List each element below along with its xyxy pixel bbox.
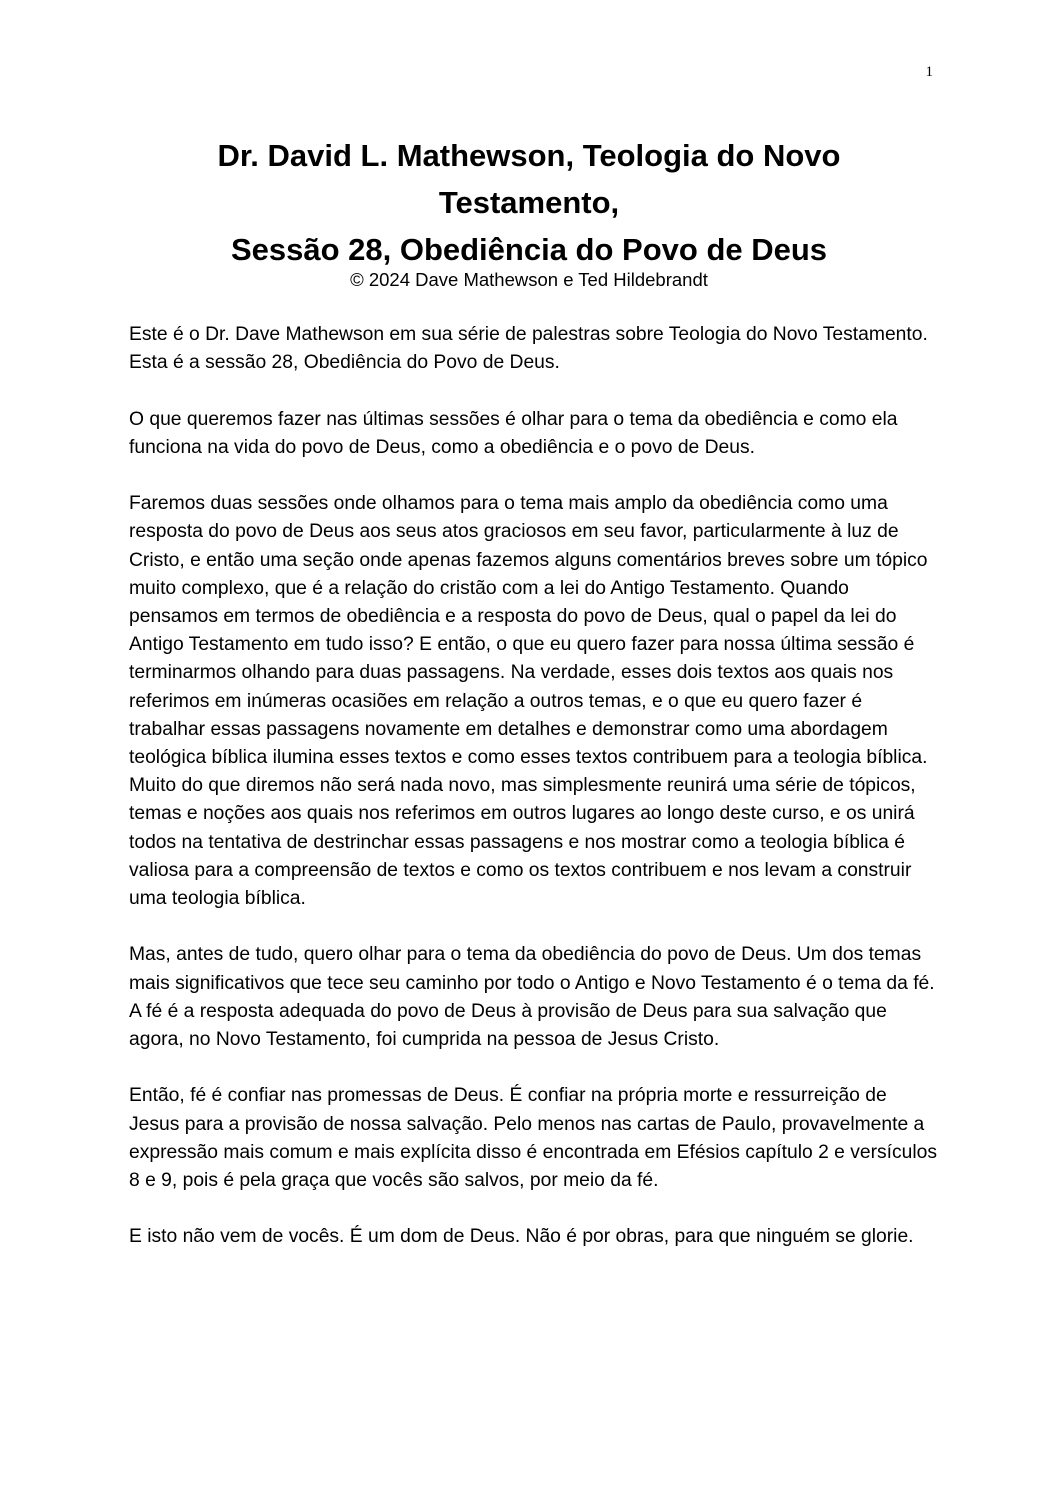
title-line-2: Testamento,: [438, 185, 620, 220]
document-body: [129, 321, 939, 1280]
paragraph-2: O que queremos fazer nas últimas sessões é olhar para o tema da obediência e como ela funciona na vida do povo de Deus, como a obediência e o povo de Deus.: [129, 408, 898, 458]
title-line-1: Dr. David L. Mathewson, Teologia do Novo: [217, 138, 841, 173]
title-line-3: Sessão 28, Obediência do Povo de Deus: [230, 232, 828, 267]
paragraph-4: Mas, antes de tudo, quero olhar para o tema da obediência do povo de Deus. Um dos temas mais significativos que tece seu caminho por todo o Antigo e Novo Testamento é o tema da fé. A fé é a resposta adequada do povo de Deus à provisão de Deus para sua salvação que agora, no Novo Testamento, foi cumprida na pessoa de Jesus Cristo.: [129, 944, 935, 1051]
paragraph-3: Faremos duas sessões onde olhamos para o tema mais amplo da obediência como uma resposta do povo de Deus aos seus atos graciosos em seu favor, particularmente à luz de Cristo, e então uma seção onde apenas fazemos alguns comentários breves sobre um tópico muito complexo, que é a relação do cristão com a lei do Antigo Testamento. Quando pensamos em termos de obediência e a resposta do povo de Deus, qual o papel da lei do Antigo Testamento em tudo isso? E então, o que eu quero fazer para nossa última sessão é terminarmos olhando para duas passagens. Na verdade, esses dois textos aos quais nos referimos em inúmeras ocasiões em relação a outros temas, e o que eu quero fazer é trabalhar essas passagens novamente em detalhes e demonstrar como uma abordagem teológica bíblica ilumina esses textos e como esses textos contribuem para a teologia bíblica. Muito do que diremos não será nada novo, mas simplesmente reunirá uma série de tópicos, temas e noções aos quais nos referimos em outros lugares ao longo deste curso, e os unirá todos na tentativa de destrinchar essas passagens e nos mostrar como a teologia bíblica é valiosa para a compreensão de textos e como os textos contribuem e nos levam a construir uma teologia bíblica.: [129, 493, 928, 910]
paragraph-6: E isto não vem de vocês. É um dom de Deus. Não é por obras, para que ninguém se glorie.: [129, 1226, 914, 1248]
page-number: 1: [925, 64, 933, 80]
page-title: [130, 132, 928, 273]
paragraph-1: Este é o Dr. Dave Mathewson em sua série de palestras sobre Teologia do Novo Testamento. Esta é a sessão 28, Obediência do Povo de Deus.: [129, 324, 928, 374]
paragraph-5: Então, fé é confiar nas promessas de Deus. É confiar na própria morte e ressurreição de Jesus para a provisão de nossa salvação. Pelo menos nas cartas de Paulo, provavelmente a expressão mais comum e mais explícita disso é encontrada em Efésios capítulo 2 e versículos 8 e 9, pois é pela graça que vocês são salvos, por meio da fé.: [129, 1085, 938, 1192]
copyright-notice: © 2024 Dave Mathewson e Ted Hildebrandt: [350, 269, 708, 290]
